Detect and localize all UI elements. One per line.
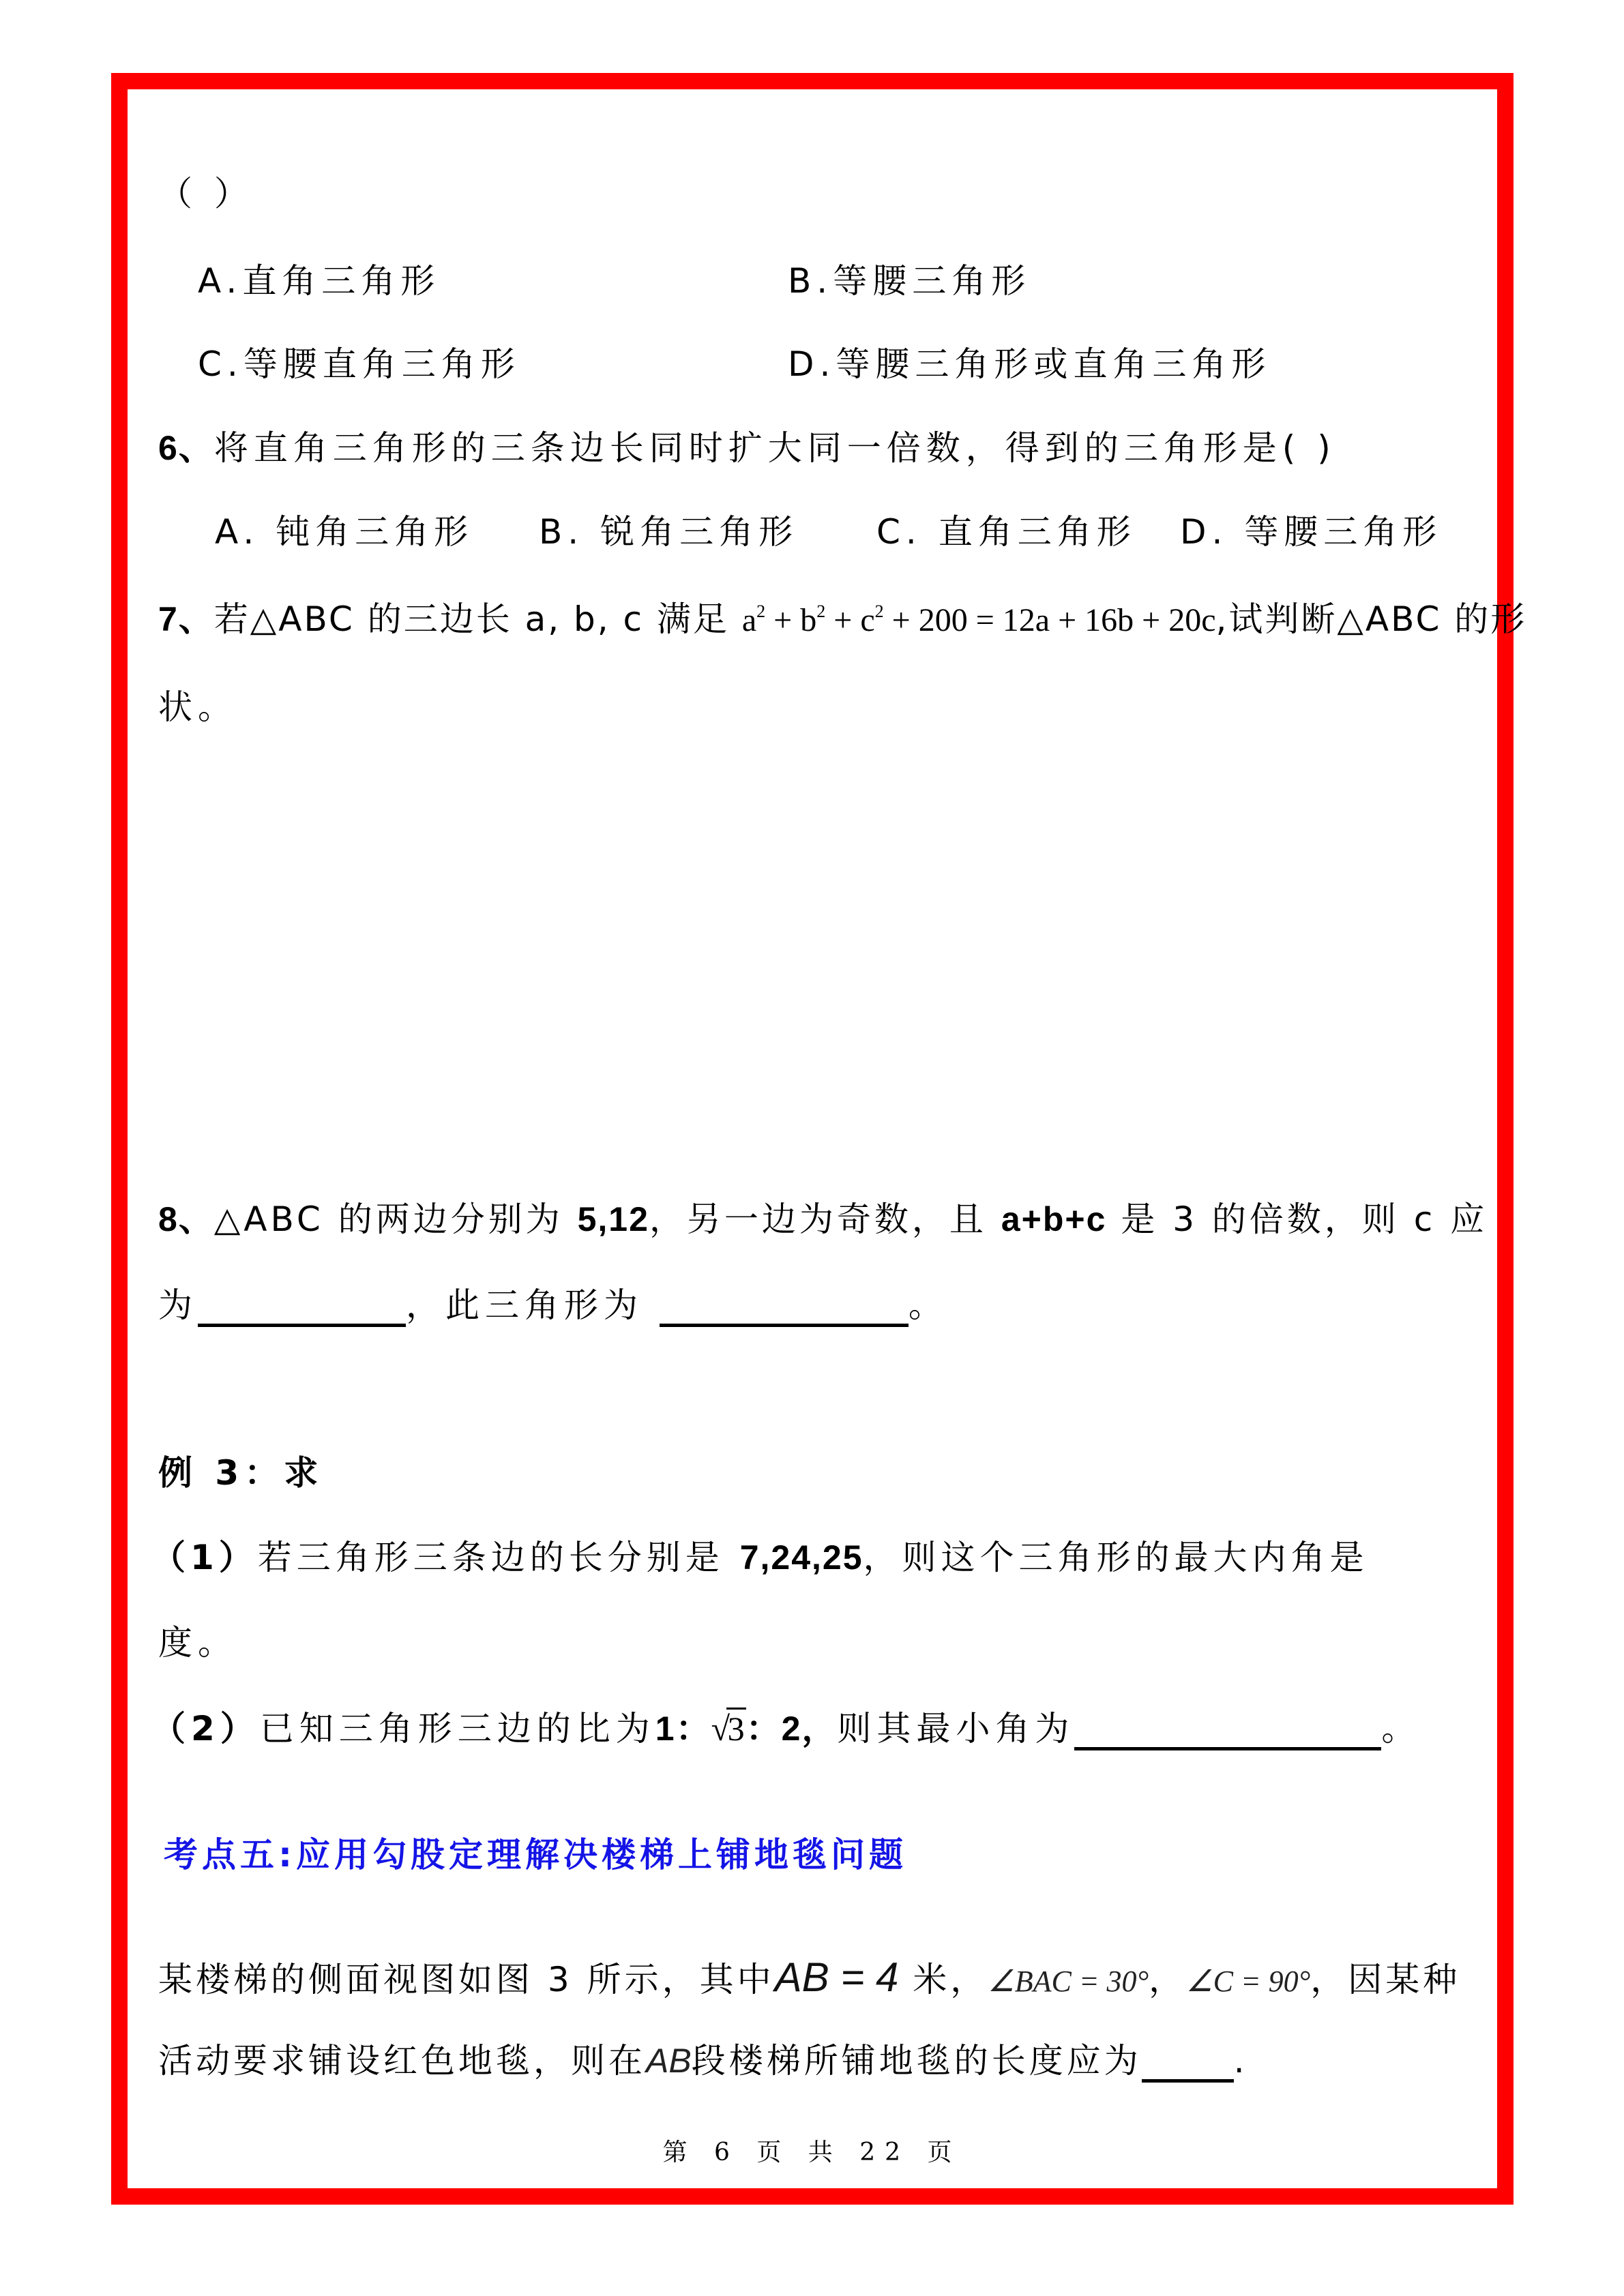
q6-option-d[interactable] [1180, 510, 1442, 554]
question-7-line2: 状。 [158, 687, 237, 727]
side-values: 7,24,25 [739, 1538, 863, 1577]
question-number: 7、 [158, 600, 214, 638]
sum-expression: a+b+c [1001, 1200, 1107, 1238]
section-heading: 考点五:应用勾股定理解决楼梯上铺地毯问题 [164, 1835, 907, 1875]
q5-option-d[interactable] [788, 342, 1271, 386]
question-7 [158, 597, 1526, 642]
part-label: （2） [151, 1709, 260, 1748]
option-key: B. [539, 512, 585, 552]
example-3-part-2: （2）已知三角形三边的比为1： √ 3：2，则其最小角为 。 [151, 1707, 1421, 1750]
q5-option-a[interactable] [198, 259, 440, 303]
answer-blank-triangle-type[interactable] [660, 1288, 909, 1327]
question-8-line2: 为 ，此三角形为 。 [158, 1283, 948, 1327]
ab-equation: AB = 4 [774, 1954, 899, 2000]
angle-bac: ∠BAC = 30° [988, 1965, 1149, 1998]
q6-option-b[interactable] [539, 510, 798, 554]
option-key: A. [198, 261, 243, 301]
answer-blank-min-angle[interactable] [1074, 1712, 1381, 1750]
q6-option-c[interactable] [876, 510, 1136, 554]
option-text: 等腰三角形 [833, 261, 1031, 301]
answer-blank-carpet-length[interactable] [1142, 2044, 1234, 2083]
question-text-tail: ,试判断△ABC 的形 [1215, 599, 1527, 639]
section5-problem-line2: 活动要求铺设红色地毯，则在AB段楼梯所铺地毯的长度应为 . [158, 2039, 1248, 2083]
option-text: 等腰三角形或直角三角形 [836, 344, 1271, 384]
option-text: 等腰三角形 [1244, 512, 1443, 552]
equation: $a^2 + b^2 + c^2 + 200 = 12a + 16b + 20c$ [741, 601, 1216, 638]
page-border [111, 73, 1514, 2205]
question-6 [158, 426, 1336, 470]
example-3-part-1-line2: 度。 [158, 1623, 237, 1663]
example-3-part-1: （1）若三角形三条边的长分别是 7,24,25，则这个三角形的最大内角是 [151, 1538, 1369, 1577]
option-text: 直角三角形 [242, 261, 441, 301]
option-text: 直角三角形 [938, 512, 1136, 552]
q5-option-b[interactable] [788, 259, 1031, 303]
example-3-title: 例 3：求 [158, 1453, 324, 1493]
question-number: 8、 [158, 1200, 214, 1238]
angle-c: ∠C = 90° [1186, 1965, 1311, 1998]
option-key: B. [788, 261, 833, 301]
option-text: 钝角三角形 [276, 512, 474, 552]
option-key: D. [788, 344, 836, 384]
part-label: （1） [151, 1538, 258, 1577]
answer-blank-c[interactable] [198, 1288, 406, 1327]
option-key: C. [198, 344, 243, 384]
q6-option-a[interactable] [215, 510, 473, 554]
option-key: D. [1180, 512, 1228, 552]
option-text: 等腰直角三角形 [243, 344, 520, 384]
question-text: 将直角三角形的三条边长同时扩大同一倍数，得到的三角形是( ) [213, 428, 1336, 468]
given-sides: 5,12 [577, 1200, 649, 1238]
sqrt-symbol: √ 3 [711, 1707, 746, 1750]
option-key: A. [215, 512, 260, 552]
option-text: 锐角三角形 [600, 512, 799, 552]
question-number: 6、 [158, 429, 214, 467]
q5-option-c[interactable] [198, 342, 520, 386]
question-text: 若△ABC 的三边长 a, b, c 满足 [213, 599, 729, 639]
question-8: 8、△ABC 的两边分别为 5,12，另一边为奇数，且 a+b+c 是 3 的倍数，则 c 应 [158, 1199, 1488, 1239]
q5-answer-paren: （ ） [158, 174, 254, 213]
page-number-footer: 第 6 页 共 22 页 [662, 2138, 962, 2166]
segment-ab: AB [646, 2042, 692, 2080]
option-key: C. [876, 512, 922, 552]
section5-problem-line1: 某楼梯的侧面视图如图 3 所示，其中AB = 4 米，∠BAC = 30°，∠C = 90°，因某种 [158, 1954, 1461, 2000]
